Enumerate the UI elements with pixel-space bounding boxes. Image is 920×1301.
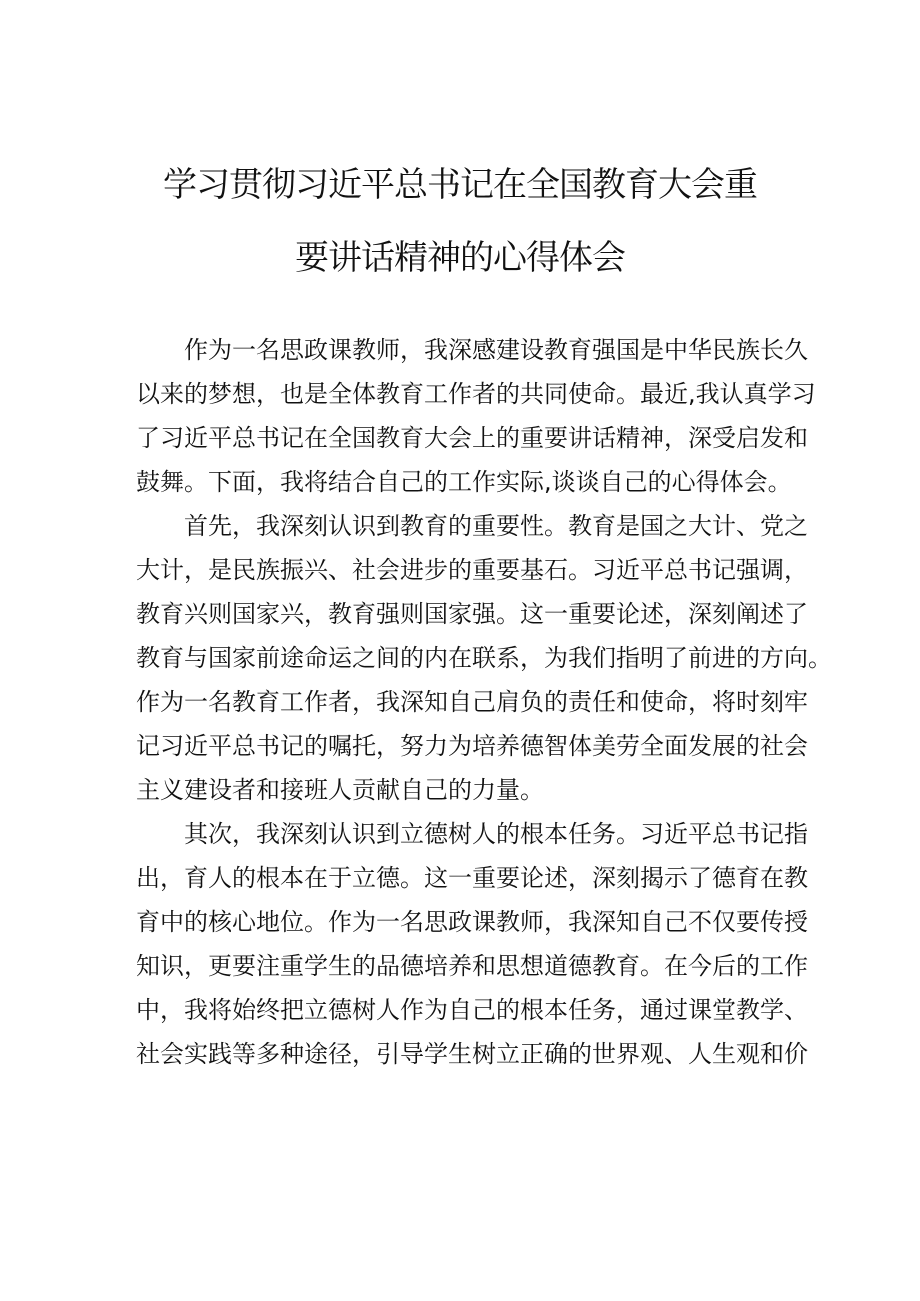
- paragraph-line: 主义建设者和接班人贡献自己的力量。: [136, 776, 544, 804]
- paragraph-line: 以来的梦想，也是全体教育工作者的共同使命。最近,我认真学习: [136, 380, 816, 408]
- paragraph-line: 教育兴则国家兴，教育强则国家强。这一重要论述，深刻阐述了: [136, 600, 808, 628]
- paragraph-line: 首先，我深刻认识到教育的重要性。教育是国之大计、党之: [184, 512, 808, 540]
- paragraph-line: 育中的核心地位。作为一名思政课教师，我深知自己不仅要传授: [136, 908, 808, 936]
- document-body: [136, 332, 832, 1080]
- document-title-line-1: 学习贯彻习近平总书记在全国教育大会重: [163, 165, 757, 205]
- paragraph-line: 作为一名教育工作者，我深知自己肩负的责任和使命，将时刻牢: [136, 688, 808, 716]
- paragraph-line: 教育与国家前途命运之间的内在联系，为我们指明了前进的方向。: [136, 644, 832, 672]
- document-title-line-2: 要讲话精神的心得体会: [295, 238, 625, 278]
- paragraph-line: 作为一名思政课教师，我深感建设教育强国是中华民族长久: [184, 336, 808, 364]
- paragraph-line: 知识，更要注重学生的品德培养和思想道德教育。在今后的工作: [136, 952, 808, 980]
- paragraph-1: [136, 332, 816, 508]
- paragraph-line: 出，育人的根本在于立德。这一重要论述，深刻揭示了德育在教: [136, 864, 808, 892]
- paragraph-line: 鼓舞。下面，我将结合自己的工作实际,谈谈自己的心得体会。: [136, 468, 792, 496]
- paragraph-line: 大计，是民族振兴、社会进步的重要基石。习近平总书记强调，: [136, 556, 808, 584]
- paragraph-2: [136, 508, 832, 816]
- paragraph-line: 记习近平总书记的嘱托，努力为培养德智体美劳全面发展的社会: [136, 732, 808, 760]
- paragraph-line: 了习近平总书记在全国教育大会上的重要讲话精神，深受启发和: [136, 424, 808, 452]
- paragraph-line: 中，我将始终把立德树人作为自己的根本任务，通过课堂教学、: [136, 996, 808, 1024]
- paragraph-line: 社会实践等多种途径，引导学生树立正确的世界观、人生观和价: [136, 1040, 808, 1068]
- paragraph-line: 其次，我深刻认识到立德树人的根本任务。习近平总书记指: [184, 820, 808, 848]
- paragraph-3: [136, 816, 808, 1080]
